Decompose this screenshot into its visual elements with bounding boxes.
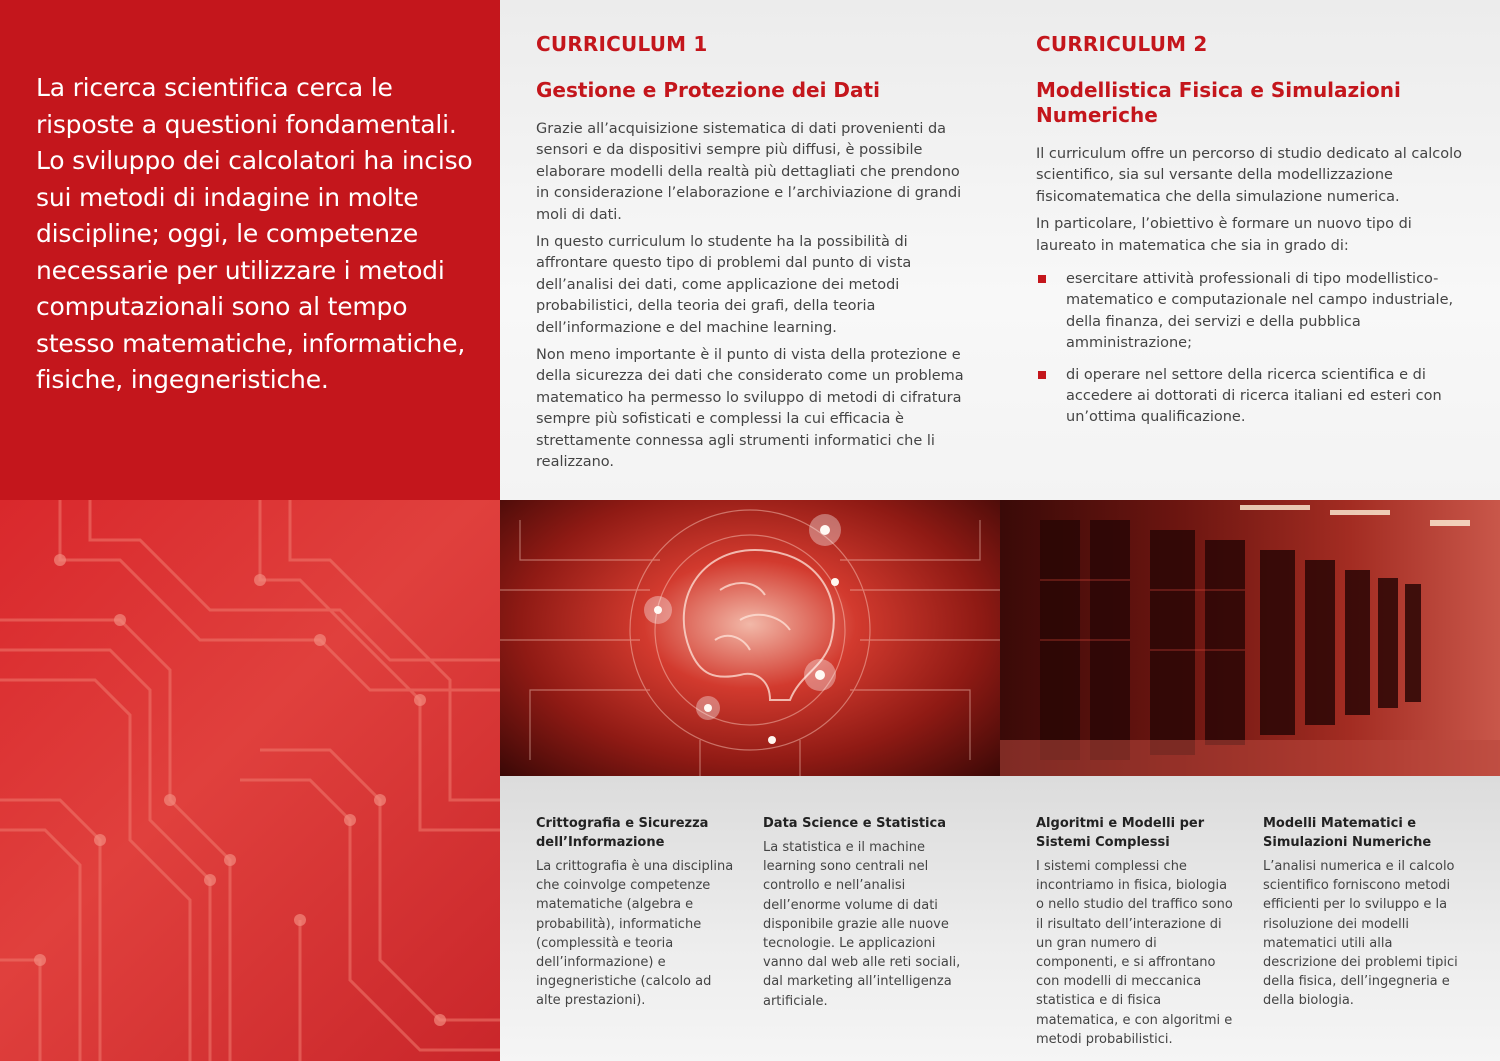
curriculum-1-title: Gestione e Protezione dei Dati <box>536 78 880 102</box>
digital-brain-image <box>500 500 1000 776</box>
topic-title: Crittografia e Sicurezza dell’Informazione <box>536 816 709 850</box>
topic-body: L’analisi numerica e il calcolo scientifico forniscono metodi efficienti per lo sviluppo e la risoluzione dei modelli matematici utili alla descrizione dei problemi tipici della fisica, dell’ingegneria e della biologia. <box>1263 859 1458 1009</box>
curriculum-2-label: CURRICULUM 2 <box>1036 32 1208 56</box>
bullet-text: di operare nel settore della ricerca scientifica e di accedere ai dottorati di ricerca italiani ed esteri con un’ottima qualificazione. <box>1066 366 1442 426</box>
curriculum-1-paragraph: Non meno importante è il punto di vista della protezione e della sicurezza dei dati che considerato come un problema matematico ha permesso lo sviluppo di metodi di cifratura sempre più sofisticati e complessi la cui efficacia è strettamente connessa agli strumenti informatici che li realizzano. <box>536 347 964 471</box>
topics-section <box>500 776 1500 1061</box>
curriculum-1-paragraph: Grazie all’acquisizione sistematica di dati provenienti da sensori e da dispositivi sempre più diffusi, è possibile elaborare modelli della realtà più dettagliati che prendono in considerazione l’elaborazione e l’archiviazione di grandi moli di dati. <box>536 121 962 223</box>
intro-text: La ricerca scientifica cerca le risposte a questioni fondamentali. Lo sviluppo dei calcolatori ha inciso sui metodi di indagine in molte discipline; oggi, le competenze necessarie per utilizzare i metodi computazionali sono al tempo stesso matematiche, informatiche, fisiche, ingegneristiche. <box>36 73 473 394</box>
intro-panel <box>0 0 500 500</box>
server-racks-graphic <box>1000 500 1500 776</box>
list-item <box>1036 365 1466 429</box>
topic-title: Algoritmi e Modelli per Sistemi Complessi <box>1036 816 1205 850</box>
topic-title: Data Science e Statistica <box>763 816 946 831</box>
curriculum-2-title: Modellistica Fisica e Simulazioni Numeriche <box>1036 78 1401 127</box>
curriculum-2-paragraph: Il curriculum offre un percorso di studio dedicato al calcolo scientifico, sia sul versante della modellizzazione fisicomatematica che della simulazione numerica. <box>1036 146 1463 205</box>
circuit-traces-graphic <box>0 500 500 1061</box>
curriculum-1-paragraph: In questo curriculum lo studente ha la possibilità di affrontare questo tipo di problemi dal punto di vista dell’analisi dei dati, come applicazione dei metodi probabilistici, della teoria dei grafi, della teoria dell’informazione e del machine learning. <box>536 234 912 336</box>
circuit-board-image <box>0 500 500 1061</box>
curriculum-1 <box>536 32 966 474</box>
square-bullet-icon <box>1038 275 1046 283</box>
curriculum-2-bullet-list <box>1036 269 1466 429</box>
server-room-image <box>1000 500 1500 776</box>
curriculum-1-label: CURRICULUM 1 <box>536 32 708 56</box>
topic-title: Modelli Matematici e Simulazioni Numeriche <box>1263 816 1432 850</box>
topic-body: La statistica e il machine learning sono centrali nel controllo e nell’analisi dell’enorme volume di dati disponibile grazie alle nuove tecnologie. Le applicazioni vanno dal web alle reti sociali, dal marketing all’intelligenza artificiale. <box>763 840 961 1009</box>
curriculum-2 <box>1036 32 1466 439</box>
topic-card <box>1036 814 1236 1049</box>
topic-card <box>763 814 963 1011</box>
bullet-text: esercitare attività professionali di tipo modellistico-matematico e computazionale nel campo industriale, della finanza, dei servizi e della pubblica amministrazione; <box>1066 271 1454 352</box>
brain-graphic <box>500 500 1000 776</box>
topic-card <box>1263 814 1468 1011</box>
topic-body: I sistemi complessi che incontriamo in fisica, biologia o nello studio del traffico sono il risultato dell’interazione di un gran numero di componenti, e si affrontano con modelli di meccanica statistica e di fisica matematica, e con algoritmi e metodi probabilistici. <box>1036 859 1233 1047</box>
topic-body: La crittografia è una disciplina che coinvolge competenze matematiche (algebra e probabilità), informatiche (complessità e teoria dell’informazione) e ingegneristiche (calcolo ad alte prestazioni). <box>536 859 734 1009</box>
curricula-section <box>500 0 1500 500</box>
topic-card <box>536 814 736 1011</box>
list-item <box>1036 269 1466 355</box>
square-bullet-icon <box>1038 371 1046 379</box>
curriculum-2-paragraph: In particolare, l’obiettivo è formare un nuovo tipo di laureato in matematica che sia in grado di: <box>1036 216 1412 254</box>
